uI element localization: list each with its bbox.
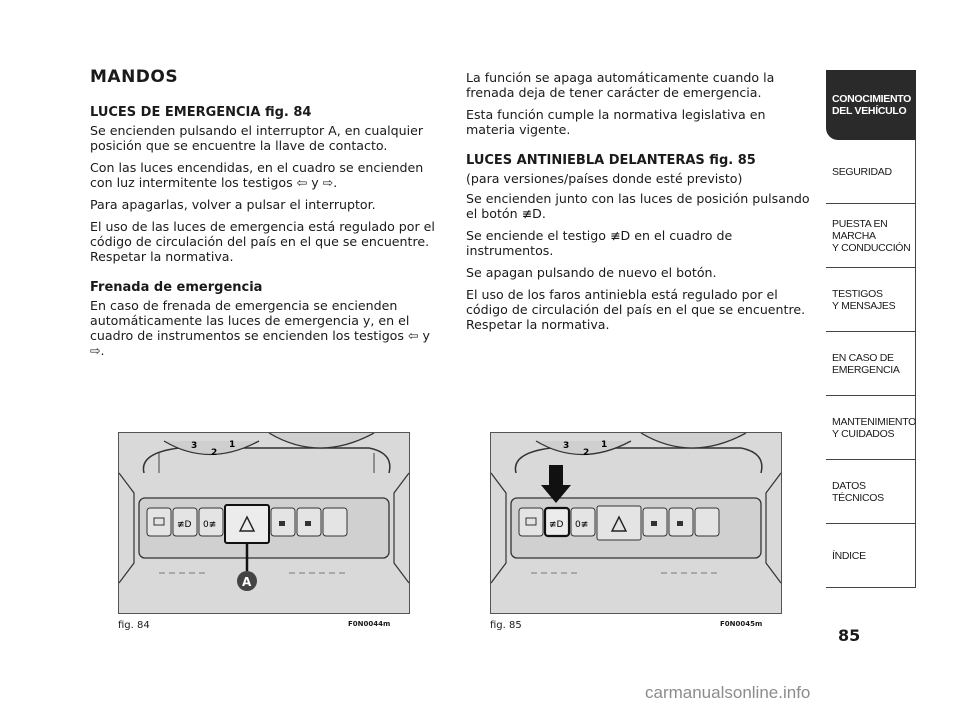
tab-mantenimiento[interactable]	[826, 396, 916, 460]
right-column	[466, 70, 816, 339]
dial-number: 1	[229, 440, 236, 450]
paragraph: Se encienden junto con las luces de posición pulsando el botón ≢D.	[466, 191, 810, 221]
tab-en-caso-de-emergencia[interactable]	[826, 332, 916, 396]
figure-caption: fig. 84	[118, 620, 150, 631]
dial-number: 2	[211, 448, 218, 458]
dial-number: 1	[601, 440, 608, 450]
paragraph: Con las luces encendidas, en el cuadro se encienden con luz intermitente los testigos ⇦ y ⇨.	[90, 160, 424, 190]
svg-text:≢D: ≢D	[549, 520, 564, 530]
section-note: (para versiones/países donde esté previsto)	[466, 171, 743, 186]
paragraph: En caso de frenada de emergencia se encienden automáticamente las luces de emergencia y, en el cuadro de instrumentos se encienden los testigos ⇦ y ⇨.	[90, 298, 430, 358]
tab-testigos-y-mensajes[interactable]	[826, 268, 916, 332]
svg-text:0≢: 0≢	[203, 520, 217, 530]
tab-datos-tecnicos[interactable]	[826, 460, 916, 524]
page-title: MANDOS	[90, 67, 179, 87]
figure-code: F0N0044m	[348, 620, 391, 628]
paragraph: El uso de los faros antiniebla está regulado por el código de circulación del país en el que se encuentre. Respetar la normativa.	[466, 287, 806, 332]
svg-text:0≢: 0≢	[575, 520, 589, 530]
paragraph: Para apagarlas, volver a pulsar el interruptor.	[90, 197, 376, 212]
page-number: 85	[838, 626, 861, 645]
left-column	[90, 67, 445, 365]
tab-indice[interactable]	[826, 524, 916, 588]
tab-conocimiento-del-vehiculo[interactable]	[826, 70, 916, 140]
tab-label: MANTENIMIENTO Y CUIDADOS	[832, 415, 916, 440]
tab-puesta-en-marcha[interactable]	[826, 204, 916, 268]
dial-number: 3	[563, 441, 570, 451]
figure-caption: fig. 85	[490, 620, 522, 631]
tab-label: EN CASO DE EMERGENCIA	[832, 351, 900, 376]
figure-code: F0N0045m	[720, 620, 763, 628]
tab-label: CONOCIMIENTO DEL VEHÍCULO	[832, 93, 912, 117]
dial-number: 2	[583, 448, 590, 458]
tab-label: DATOS TÉCNICOS	[832, 479, 884, 504]
paragraph: Se encienden pulsando el interruptor A, en cualquier posición que se encuentre la llave de contacto.	[90, 123, 424, 153]
paragraph: La función se apaga automáticamente cuando la frenada deja de tener carácter de emergencia.	[466, 70, 775, 100]
tab-seguridad[interactable]	[826, 140, 916, 204]
chapter-tabs	[826, 70, 916, 588]
section-heading-emergency-lights: LUCES DE EMERGENCIA fig. 84	[90, 105, 312, 120]
callout-label-a: A	[242, 575, 252, 589]
tab-label: ÍNDICE	[832, 549, 866, 562]
subsection-heading-emergency-braking: Frenada de emergencia	[90, 280, 263, 295]
svg-text:≢D: ≢D	[177, 520, 192, 530]
paragraph: Se enciende el testigo ≢D en el cuadro de instrumentos.	[466, 228, 733, 258]
tab-label: TESTIGOS Y MENSAJES	[832, 287, 896, 312]
paragraph: El uso de las luces de emergencia está regulado por el código de circulación del país en el que se encuentre. Respetar la normativa.	[90, 219, 435, 264]
watermark: carmanualsonline.info	[645, 683, 811, 702]
tab-label: SEGURIDAD	[832, 165, 892, 178]
paragraph: Se apagan pulsando de nuevo el botón.	[466, 265, 717, 280]
figure-85-fog-light-panel	[490, 432, 782, 614]
section-heading-fog-lights: LUCES ANTINIEBLA DELANTERAS fig. 85	[466, 153, 756, 168]
dial-number: 3	[191, 441, 198, 451]
tab-label: PUESTA EN MARCHA Y CONDUCCIÓN	[832, 217, 911, 254]
paragraph: Esta función cumple la normativa legislativa en materia vigente.	[466, 107, 766, 137]
figure-84-hazard-switch-panel	[118, 432, 410, 614]
